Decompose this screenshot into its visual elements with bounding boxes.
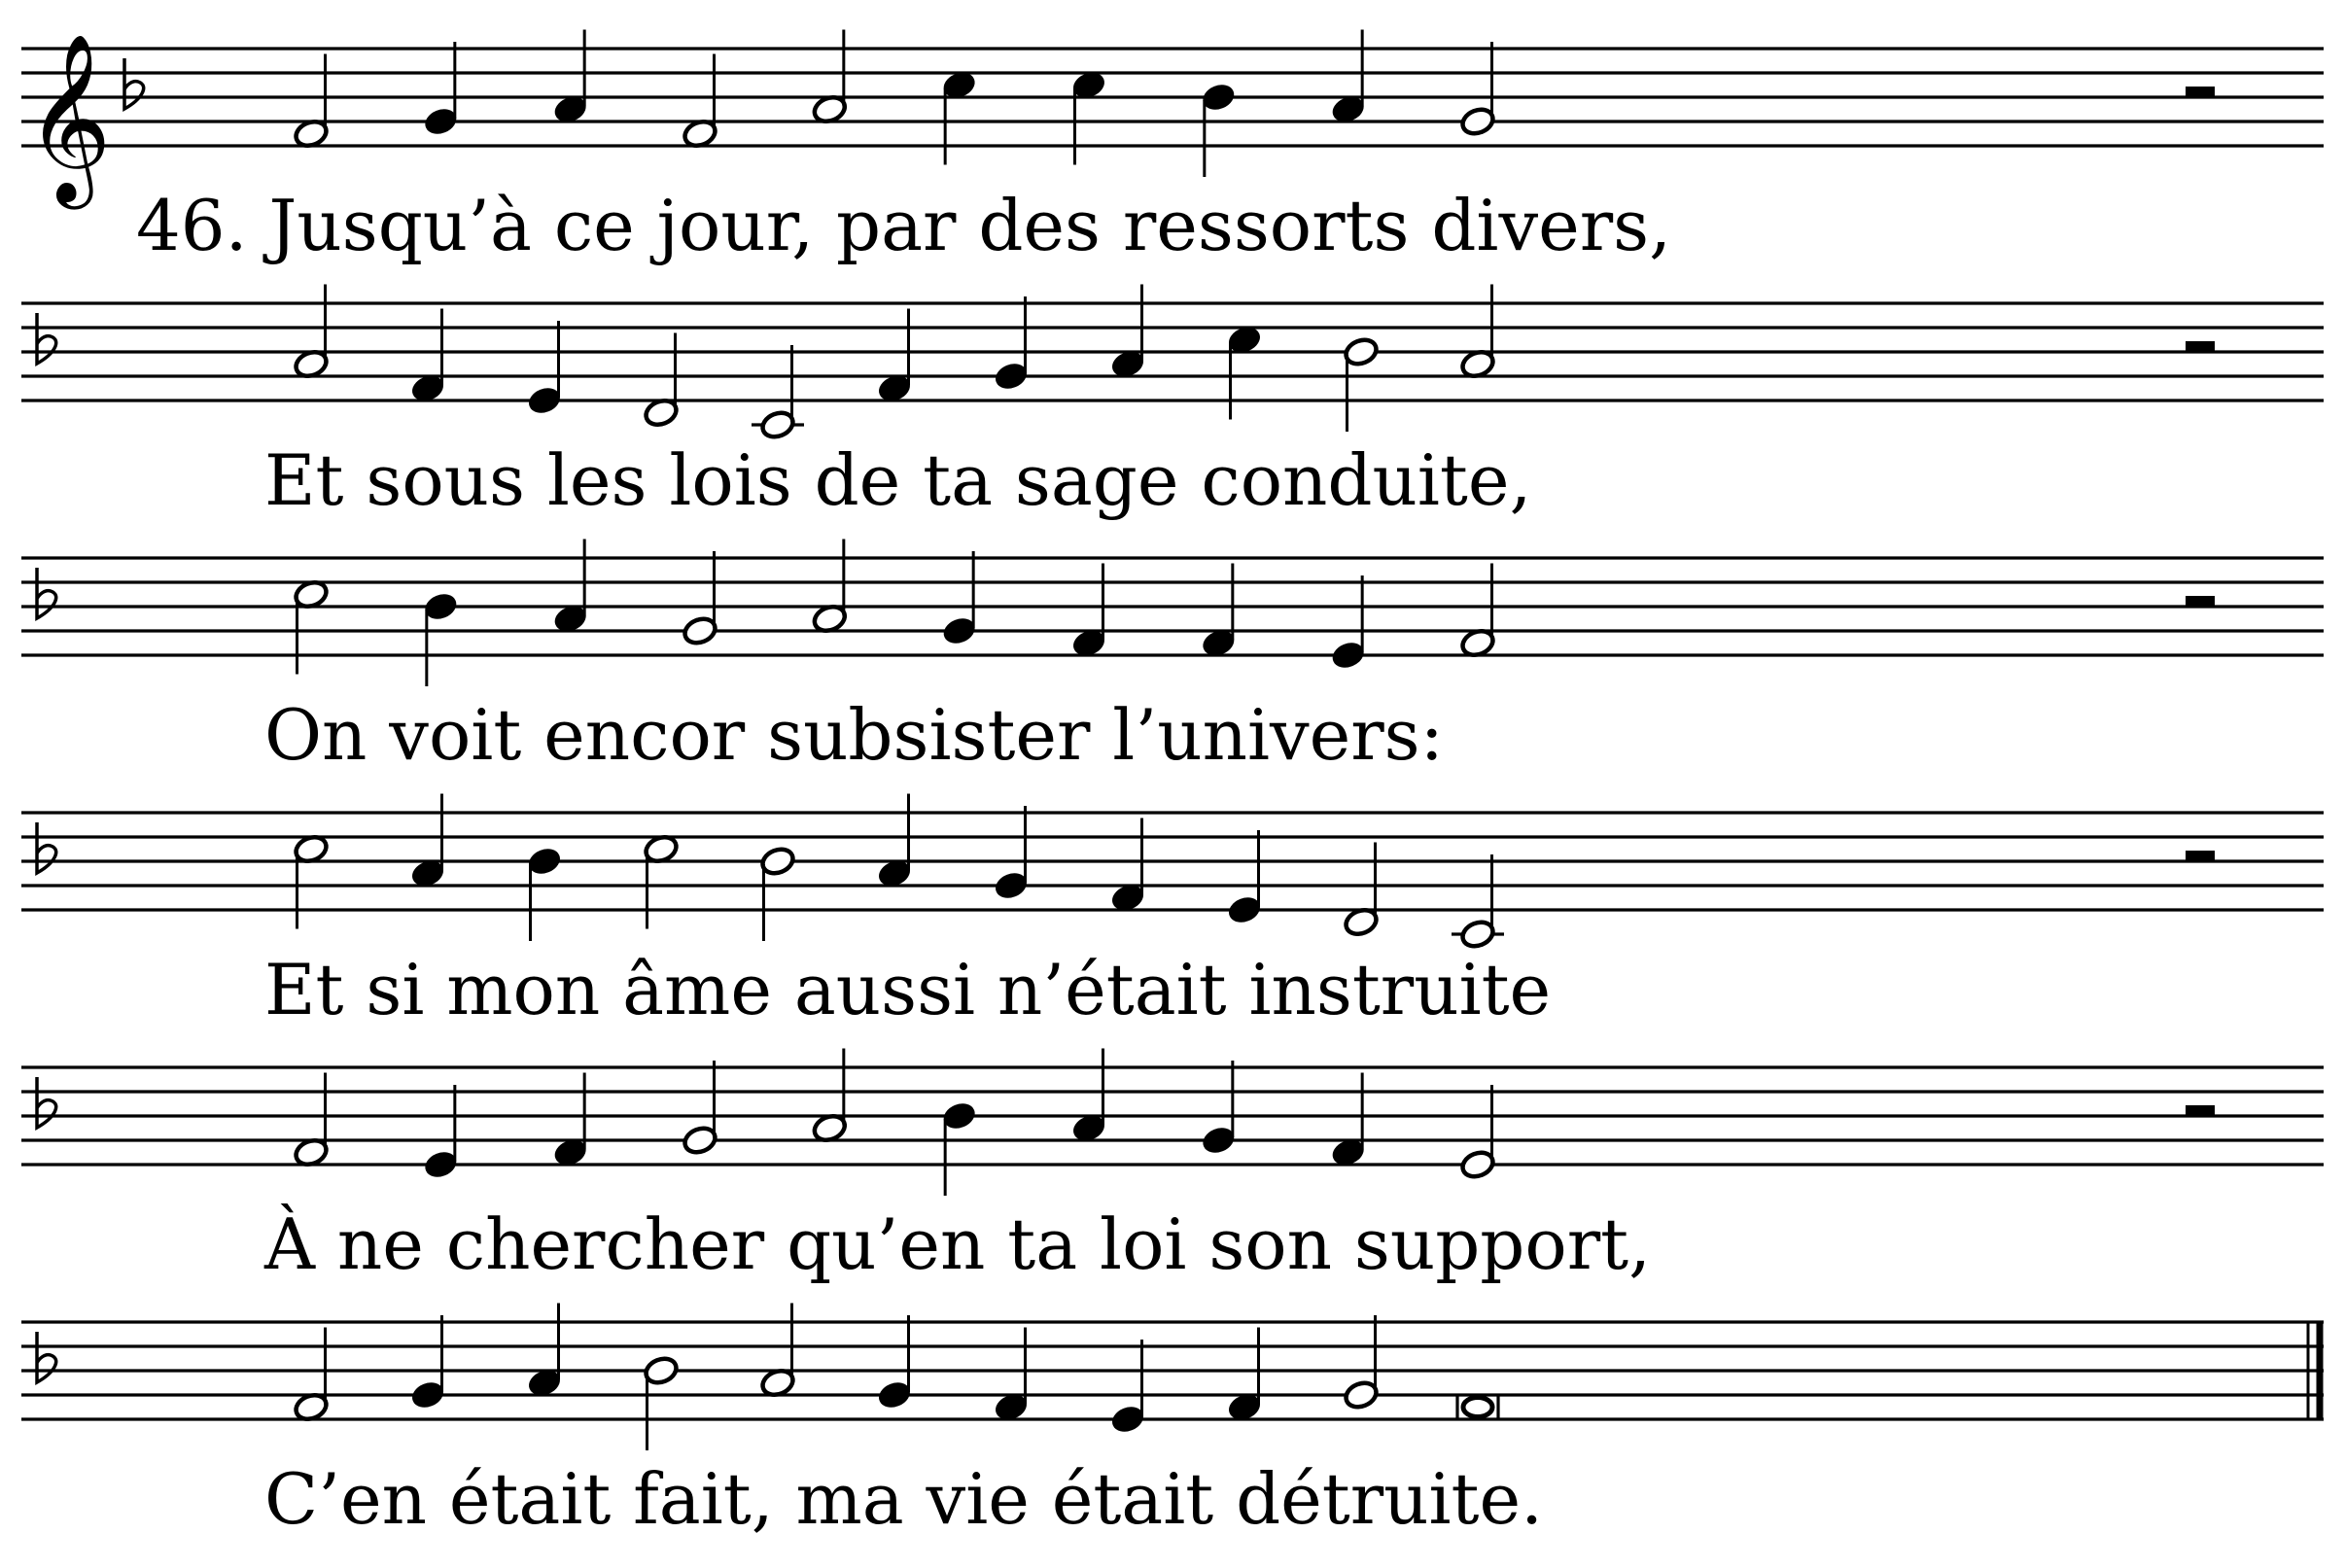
lyric-line-5 [264,1203,1651,1285]
lyric-text-3: On voit encor subsister l’univers: [264,694,1444,776]
lyric-line-2 [264,439,1532,521]
flat-key-signature-icon [37,568,56,618]
lyric-text-6: C’en était fait, ma vie était détruite. [264,1458,1543,1540]
lyric-line-1 [136,185,1671,266]
half-rest-icon [2186,851,2215,861]
staff-system-5 [21,1049,2324,1197]
staff-system-1 [21,30,2324,211]
treble-clef-icon: 𝄞 [25,33,112,202]
verse-number: 46. [136,185,248,266]
half-rest-icon [2186,87,2215,97]
half-rest-icon [2186,1105,2215,1116]
lyric-text-1: Jusqu’à ce jour, par des ressorts divers, [268,185,1671,266]
staff-system-6 [21,1304,2324,1451]
staff-system-2 [21,285,2324,441]
half-rest-icon [2186,341,2215,352]
half-rest-icon [2186,596,2215,607]
lyric-text-2: Et sous les lois de ta sage conduite, [264,439,1532,521]
lyric-line-4 [264,949,1552,1030]
flat-key-signature-icon [37,1332,56,1382]
staff-system-4 [21,794,2324,951]
lyric-line-3 [264,694,1444,776]
lyric-text-4: Et si mon âme aussi n’était instruite [264,949,1552,1030]
flat-key-signature-icon [37,822,56,873]
breve-note-head [1463,1398,1492,1417]
flat-key-signature-icon [124,58,144,109]
flat-key-signature-icon [37,313,56,364]
flat-key-signature-icon [37,1077,56,1128]
staff-system-3 [21,540,2324,687]
lyric-line-6 [264,1458,1543,1540]
lyric-text-5: À ne chercher qu’en ta loi son support, [264,1203,1651,1285]
